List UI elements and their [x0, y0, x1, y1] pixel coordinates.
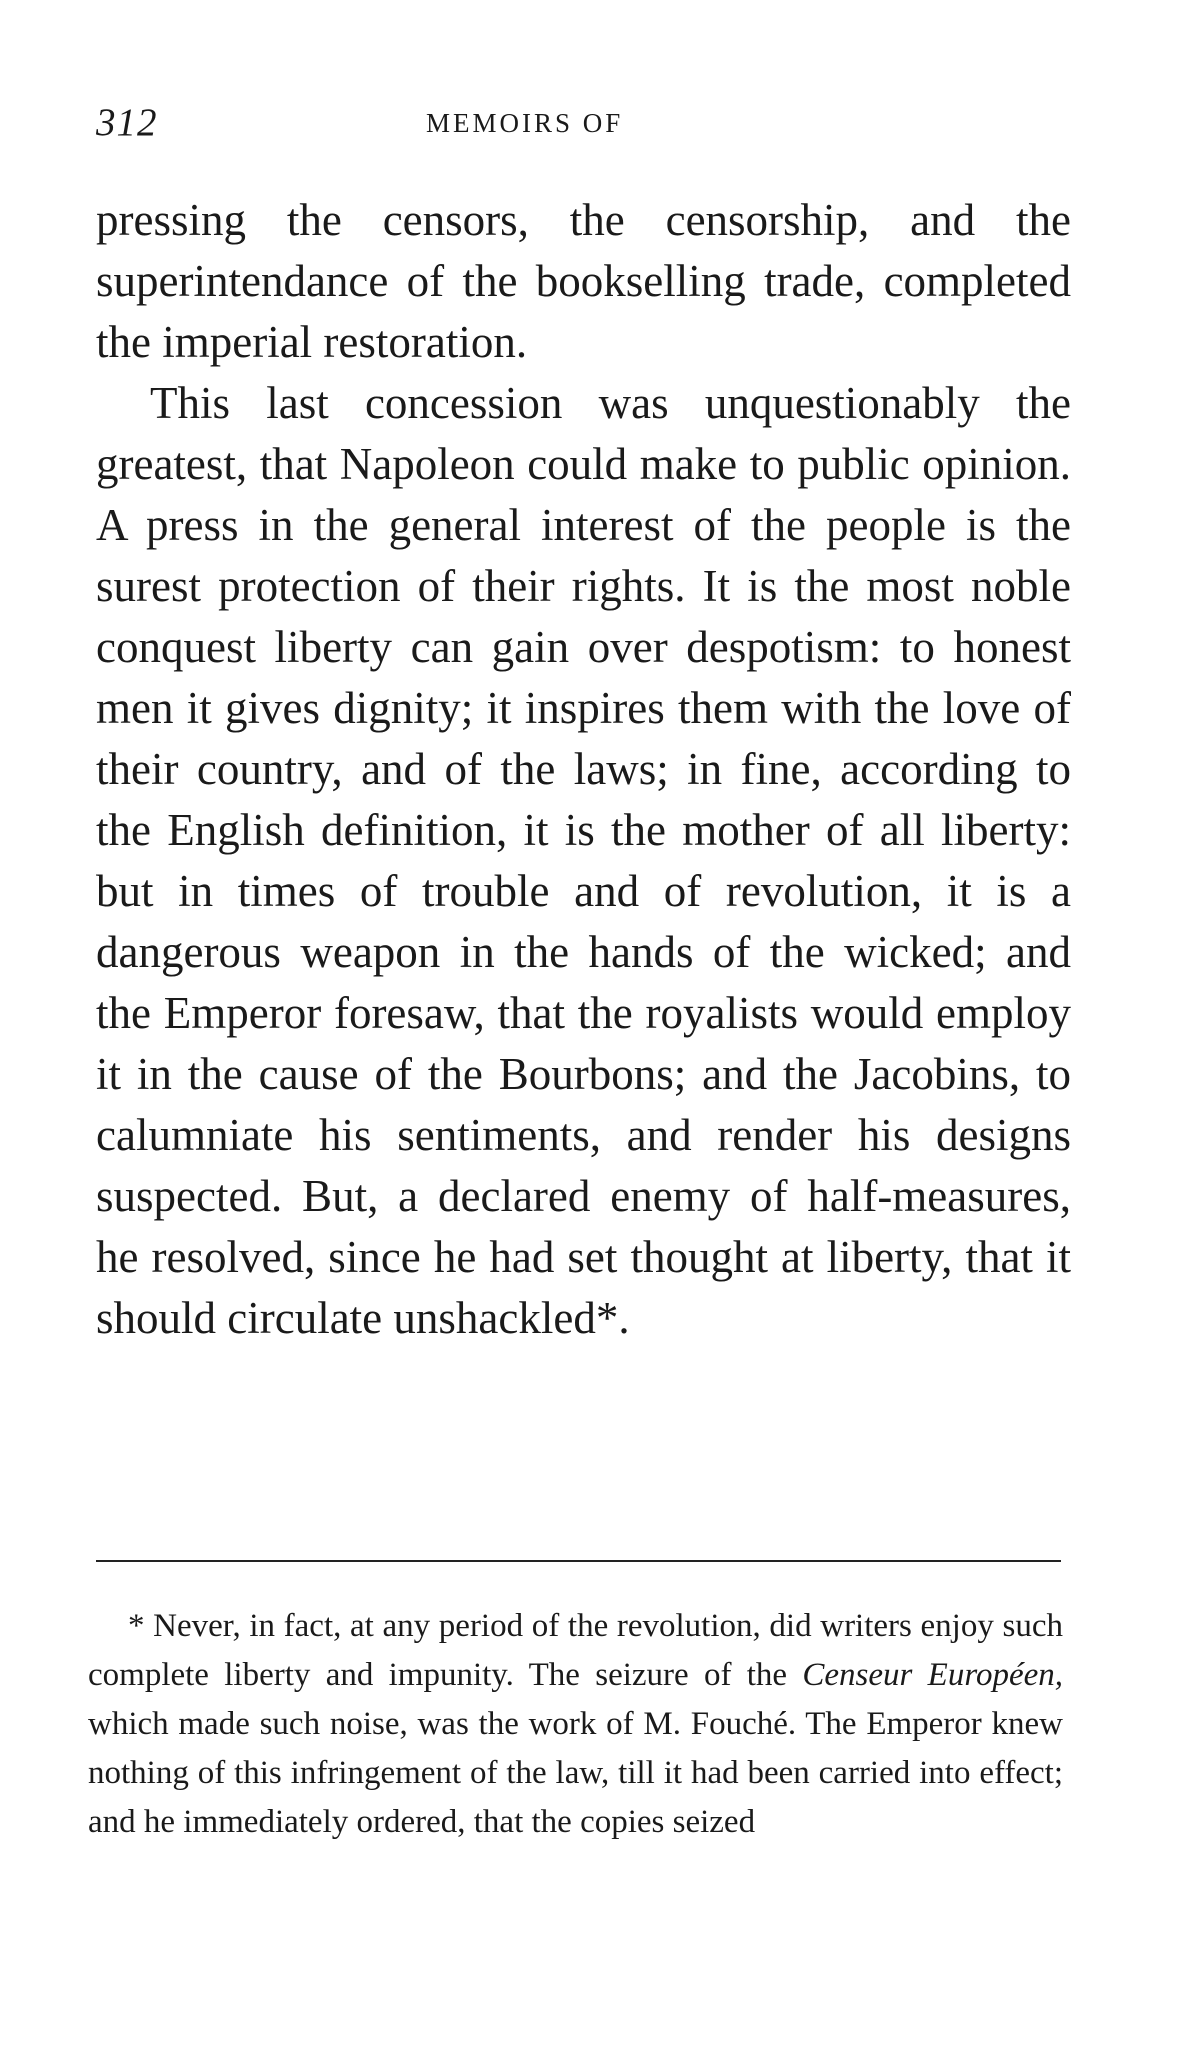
footnote-text: [88, 1602, 1063, 1847]
footnote-text-part-1: * Never, in fact, at any period of the revolution, did writers enjoy such complete liberty and impunity. The seizure of the: [88, 1608, 1063, 1693]
footnote-divider: [96, 1560, 1061, 1562]
paragraph-continued: pressing the censors, the censorship, and the superintendance of the bookselling trade, completed the imperial restoration.: [96, 195, 1071, 367]
page-header: [96, 100, 1071, 150]
paragraph-press-freedom: This last concession was unquestionably the greatest, that Napoleon could make to public opinion. A press in the general interest of the people is the surest protection of their rights. It is the most noble conquest liberty can gain over despotism: to honest men it gives dignity; it inspires them with the love of their country, and of the laws; in fine, according to the English definition, it is the mother of all liberty: but in times of trouble and of revolution, it is a dangerous weapon in the hands of the wicked; and the Emperor foresaw, that the royalists would employ it in the cause of the Bourbons; and the Jacobins, to calumniate his sentiments, and render his designs suspected. But, a declared enemy of half-measures, he resolved, since he had set thought at liberty, that it should circulate unshackled*.: [96, 378, 1071, 1343]
footnote: [88, 1602, 1063, 1847]
footnote-text-part-2: which made such noise, was the work of M. Fouché. The Emperor knew nothing of this infringement of the law, till it had been carried into effect; and he immediately ordered, that the copies seized: [88, 1706, 1063, 1840]
page-number: 312: [96, 101, 158, 144]
footnote-journal-title: Censeur Européen,: [802, 1657, 1063, 1693]
running-head: MEMOIRS OF: [426, 108, 624, 138]
main-text: [96, 190, 1071, 1349]
